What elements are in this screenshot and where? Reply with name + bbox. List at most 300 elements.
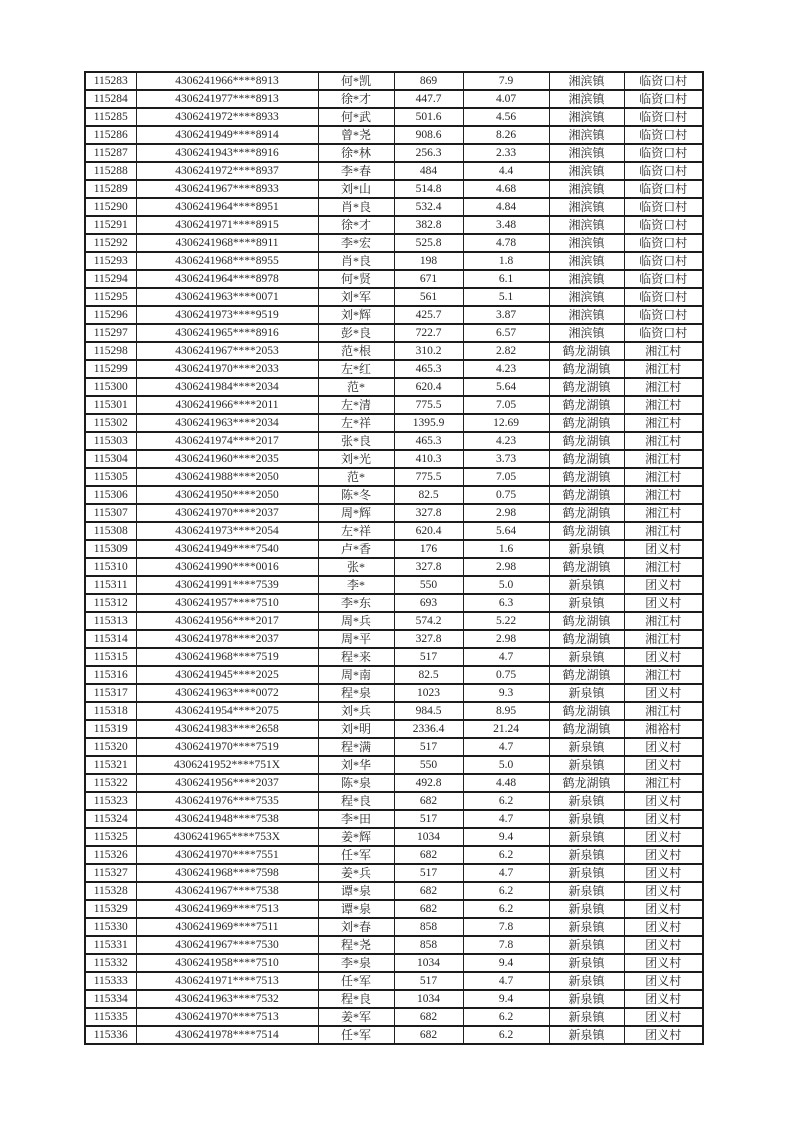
cell-rate: 5.64 — [463, 522, 549, 540]
cell-town: 湘滨镇 — [549, 72, 624, 90]
cell-rate: 6.2 — [463, 846, 549, 864]
cell-village: 团义村 — [624, 972, 703, 990]
cell-village: 团义村 — [624, 810, 703, 828]
cell-serial: 115287 — [85, 144, 136, 162]
cell-village: 湘江村 — [624, 432, 703, 450]
cell-town: 新泉镇 — [549, 846, 624, 864]
cell-rate: 5.0 — [463, 576, 549, 594]
cell-rate: 5.0 — [463, 756, 549, 774]
cell-amount: 176 — [394, 540, 463, 558]
cell-id-number: 4306241970****2037 — [136, 504, 318, 522]
cell-serial: 115318 — [85, 702, 136, 720]
table-row — [85, 558, 703, 576]
cell-id-number: 4306241949****7540 — [136, 540, 318, 558]
cell-village: 临资口村 — [624, 126, 703, 144]
cell-name: 刘*明 — [318, 720, 394, 738]
cell-town: 湘滨镇 — [549, 108, 624, 126]
cell-serial: 115322 — [85, 774, 136, 792]
cell-amount: 550 — [394, 756, 463, 774]
cell-amount: 1034 — [394, 828, 463, 846]
cell-id-number: 4306241950****2050 — [136, 486, 318, 504]
cell-village: 临资口村 — [624, 144, 703, 162]
cell-rate: 0.75 — [463, 486, 549, 504]
cell-name: 任*军 — [318, 972, 394, 990]
cell-amount: 682 — [394, 792, 463, 810]
table-row — [85, 306, 703, 324]
table-row — [85, 918, 703, 936]
cell-amount: 82.5 — [394, 486, 463, 504]
cell-id-number: 4306241969****7513 — [136, 900, 318, 918]
cell-name: 刘*春 — [318, 918, 394, 936]
cell-name: 周*南 — [318, 666, 394, 684]
cell-name: 姜*辉 — [318, 828, 394, 846]
cell-village: 临资口村 — [624, 90, 703, 108]
table-row — [85, 612, 703, 630]
cell-serial: 115296 — [85, 306, 136, 324]
cell-name: 张* — [318, 558, 394, 576]
cell-id-number: 4306241972****8937 — [136, 162, 318, 180]
cell-name: 周*平 — [318, 630, 394, 648]
cell-id-number: 4306241973****9519 — [136, 306, 318, 324]
cell-village: 团义村 — [624, 846, 703, 864]
cell-id-number: 4306241957****7510 — [136, 594, 318, 612]
cell-amount: 532.4 — [394, 198, 463, 216]
cell-id-number: 4306241984****2034 — [136, 378, 318, 396]
cell-town: 鹤龙湖镇 — [549, 396, 624, 414]
cell-name: 程*泉 — [318, 684, 394, 702]
cell-village: 团义村 — [624, 936, 703, 954]
cell-name: 任*军 — [318, 846, 394, 864]
table-row — [85, 846, 703, 864]
cell-serial: 115317 — [85, 684, 136, 702]
cell-name: 范*根 — [318, 342, 394, 360]
table-row — [85, 738, 703, 756]
cell-town: 湘滨镇 — [549, 234, 624, 252]
cell-village: 团义村 — [624, 882, 703, 900]
cell-town: 新泉镇 — [549, 738, 624, 756]
table-row — [85, 90, 703, 108]
cell-rate: 4.7 — [463, 864, 549, 882]
cell-village: 临资口村 — [624, 180, 703, 198]
cell-serial: 115327 — [85, 864, 136, 882]
cell-village: 团义村 — [624, 918, 703, 936]
cell-town: 湘滨镇 — [549, 288, 624, 306]
cell-town: 鹤龙湖镇 — [549, 342, 624, 360]
cell-id-number: 4306241983****2658 — [136, 720, 318, 738]
table-row — [85, 126, 703, 144]
cell-village: 团义村 — [624, 576, 703, 594]
cell-id-number: 4306241976****7535 — [136, 792, 318, 810]
cell-id-number: 4306241978****7514 — [136, 1026, 318, 1044]
cell-rate: 0.75 — [463, 666, 549, 684]
cell-rate: 9.4 — [463, 990, 549, 1008]
cell-serial: 115307 — [85, 504, 136, 522]
cell-serial: 115324 — [85, 810, 136, 828]
cell-rate: 6.2 — [463, 1026, 549, 1044]
cell-amount: 775.5 — [394, 396, 463, 414]
cell-id-number: 4306241967****7538 — [136, 882, 318, 900]
cell-serial: 115330 — [85, 918, 136, 936]
cell-village: 湘江村 — [624, 774, 703, 792]
table-row — [85, 72, 703, 90]
cell-id-number: 4306241978****2037 — [136, 630, 318, 648]
cell-amount: 1034 — [394, 954, 463, 972]
cell-serial: 115302 — [85, 414, 136, 432]
cell-rate: 3.73 — [463, 450, 549, 468]
cell-serial: 115323 — [85, 792, 136, 810]
cell-village: 团义村 — [624, 954, 703, 972]
cell-amount: 869 — [394, 72, 463, 90]
cell-id-number: 4306241966****2011 — [136, 396, 318, 414]
cell-village: 临资口村 — [624, 306, 703, 324]
cell-id-number: 4306241968****8911 — [136, 234, 318, 252]
cell-serial: 115303 — [85, 432, 136, 450]
cell-rate: 5.64 — [463, 378, 549, 396]
cell-name: 左*祥 — [318, 414, 394, 432]
cell-serial: 115316 — [85, 666, 136, 684]
cell-rate: 6.2 — [463, 882, 549, 900]
cell-name: 刘*山 — [318, 180, 394, 198]
cell-amount: 908.6 — [394, 126, 463, 144]
table-row — [85, 360, 703, 378]
cell-serial: 115298 — [85, 342, 136, 360]
cell-id-number: 4306241948****7538 — [136, 810, 318, 828]
cell-name: 范* — [318, 378, 394, 396]
cell-town: 鹤龙湖镇 — [549, 774, 624, 792]
cell-id-number: 4306241954****2075 — [136, 702, 318, 720]
cell-rate: 6.3 — [463, 594, 549, 612]
cell-name: 程*尧 — [318, 936, 394, 954]
table-row — [85, 990, 703, 1008]
cell-village: 团义村 — [624, 540, 703, 558]
cell-amount: 447.7 — [394, 90, 463, 108]
cell-village: 临资口村 — [624, 162, 703, 180]
cell-town: 新泉镇 — [549, 900, 624, 918]
cell-town: 湘滨镇 — [549, 216, 624, 234]
cell-amount: 682 — [394, 900, 463, 918]
cell-village: 临资口村 — [624, 270, 703, 288]
cell-name: 徐*才 — [318, 216, 394, 234]
cell-amount: 682 — [394, 846, 463, 864]
table-row — [85, 774, 703, 792]
cell-rate: 3.87 — [463, 306, 549, 324]
cell-id-number: 4306241974****2017 — [136, 432, 318, 450]
cell-name: 周*兵 — [318, 612, 394, 630]
cell-town: 鹤龙湖镇 — [549, 504, 624, 522]
cell-id-number: 4306241970****7513 — [136, 1008, 318, 1026]
cell-amount: 425.7 — [394, 306, 463, 324]
cell-serial: 115285 — [85, 108, 136, 126]
cell-town: 新泉镇 — [549, 684, 624, 702]
cell-name: 左*清 — [318, 396, 394, 414]
cell-amount: 517 — [394, 738, 463, 756]
cell-name: 刘*辉 — [318, 306, 394, 324]
cell-name: 何*凯 — [318, 72, 394, 90]
table-row — [85, 594, 703, 612]
cell-town: 鹤龙湖镇 — [549, 522, 624, 540]
cell-amount: 382.8 — [394, 216, 463, 234]
cell-rate: 7.8 — [463, 936, 549, 954]
cell-town: 新泉镇 — [549, 576, 624, 594]
table-row — [85, 288, 703, 306]
table-row — [85, 1008, 703, 1026]
records-table — [84, 71, 704, 1045]
cell-name: 陈*冬 — [318, 486, 394, 504]
cell-village: 团义村 — [624, 792, 703, 810]
cell-id-number: 4306241971****8915 — [136, 216, 318, 234]
cell-rate: 3.48 — [463, 216, 549, 234]
cell-name: 程*良 — [318, 792, 394, 810]
cell-id-number: 4306241969****7511 — [136, 918, 318, 936]
cell-rate: 9.3 — [463, 684, 549, 702]
cell-name: 刘*军 — [318, 288, 394, 306]
cell-serial: 115283 — [85, 72, 136, 90]
cell-serial: 115326 — [85, 846, 136, 864]
cell-town: 湘滨镇 — [549, 198, 624, 216]
cell-serial: 115332 — [85, 954, 136, 972]
cell-amount: 484 — [394, 162, 463, 180]
cell-amount: 682 — [394, 882, 463, 900]
table-row — [85, 900, 703, 918]
cell-name: 周*辉 — [318, 504, 394, 522]
cell-village: 团义村 — [624, 900, 703, 918]
cell-town: 鹤龙湖镇 — [549, 360, 624, 378]
cell-town: 鹤龙湖镇 — [549, 558, 624, 576]
records-table-body — [85, 72, 703, 1044]
cell-serial: 115313 — [85, 612, 136, 630]
table-row — [85, 432, 703, 450]
cell-village: 临资口村 — [624, 108, 703, 126]
cell-town: 湘滨镇 — [549, 306, 624, 324]
cell-amount: 256.3 — [394, 144, 463, 162]
cell-rate: 5.1 — [463, 288, 549, 306]
cell-serial: 115292 — [85, 234, 136, 252]
cell-name: 徐*才 — [318, 90, 394, 108]
cell-rate: 9.4 — [463, 954, 549, 972]
cell-village: 临资口村 — [624, 324, 703, 342]
cell-name: 姜*军 — [318, 1008, 394, 1026]
cell-village: 团义村 — [624, 594, 703, 612]
cell-village: 湘江村 — [624, 414, 703, 432]
cell-amount: 501.6 — [394, 108, 463, 126]
table-row — [85, 414, 703, 432]
cell-village: 湘江村 — [624, 558, 703, 576]
table-row — [85, 252, 703, 270]
cell-name: 左*祥 — [318, 522, 394, 540]
cell-amount: 984.5 — [394, 702, 463, 720]
cell-rate: 2.98 — [463, 630, 549, 648]
cell-name: 李*田 — [318, 810, 394, 828]
cell-rate: 4.78 — [463, 234, 549, 252]
cell-amount: 514.8 — [394, 180, 463, 198]
cell-serial: 115329 — [85, 900, 136, 918]
cell-rate: 4.7 — [463, 810, 549, 828]
cell-rate: 6.1 — [463, 270, 549, 288]
cell-name: 李*东 — [318, 594, 394, 612]
cell-amount: 517 — [394, 864, 463, 882]
cell-town: 鹤龙湖镇 — [549, 702, 624, 720]
cell-name: 左*红 — [318, 360, 394, 378]
cell-town: 新泉镇 — [549, 972, 624, 990]
cell-village: 团义村 — [624, 738, 703, 756]
cell-village: 团义村 — [624, 756, 703, 774]
cell-rate: 1.8 — [463, 252, 549, 270]
cell-id-number: 4306241968****7598 — [136, 864, 318, 882]
table-row — [85, 486, 703, 504]
cell-rate: 4.23 — [463, 360, 549, 378]
table-row — [85, 756, 703, 774]
cell-name: 谭*泉 — [318, 900, 394, 918]
cell-town: 新泉镇 — [549, 756, 624, 774]
cell-town: 新泉镇 — [549, 954, 624, 972]
cell-town: 湘滨镇 — [549, 270, 624, 288]
table-row — [85, 1026, 703, 1044]
cell-serial: 115291 — [85, 216, 136, 234]
cell-village: 团义村 — [624, 828, 703, 846]
cell-rate: 2.98 — [463, 558, 549, 576]
table-row — [85, 684, 703, 702]
cell-name: 谭*泉 — [318, 882, 394, 900]
cell-id-number: 4306241958****7510 — [136, 954, 318, 972]
cell-serial: 115321 — [85, 756, 136, 774]
cell-id-number: 4306241963****2034 — [136, 414, 318, 432]
cell-id-number: 4306241956****2017 — [136, 612, 318, 630]
cell-amount: 722.7 — [394, 324, 463, 342]
cell-rate: 7.05 — [463, 468, 549, 486]
cell-amount: 327.8 — [394, 558, 463, 576]
cell-town: 湘滨镇 — [549, 90, 624, 108]
cell-amount: 2336.4 — [394, 720, 463, 738]
cell-town: 新泉镇 — [549, 540, 624, 558]
cell-amount: 327.8 — [394, 630, 463, 648]
cell-village: 湘江村 — [624, 342, 703, 360]
cell-town: 新泉镇 — [549, 810, 624, 828]
cell-serial: 115335 — [85, 1008, 136, 1026]
cell-id-number: 4306241965****8916 — [136, 324, 318, 342]
cell-name: 刘*华 — [318, 756, 394, 774]
cell-village: 临资口村 — [624, 198, 703, 216]
cell-id-number: 4306241963****0072 — [136, 684, 318, 702]
cell-rate: 4.7 — [463, 738, 549, 756]
cell-village: 湘江村 — [624, 630, 703, 648]
table-row — [85, 378, 703, 396]
cell-town: 鹤龙湖镇 — [549, 612, 624, 630]
cell-village: 临资口村 — [624, 252, 703, 270]
cell-serial: 115331 — [85, 936, 136, 954]
cell-village: 湘江村 — [624, 486, 703, 504]
cell-amount: 492.8 — [394, 774, 463, 792]
cell-town: 湘滨镇 — [549, 162, 624, 180]
table-row — [85, 882, 703, 900]
cell-serial: 115284 — [85, 90, 136, 108]
table-row — [85, 162, 703, 180]
table-row — [85, 522, 703, 540]
cell-id-number: 4306241967****7530 — [136, 936, 318, 954]
cell-serial: 115320 — [85, 738, 136, 756]
cell-serial: 115290 — [85, 198, 136, 216]
table-row — [85, 450, 703, 468]
cell-serial: 115308 — [85, 522, 136, 540]
cell-id-number: 4306241945****2025 — [136, 666, 318, 684]
cell-name: 张*良 — [318, 432, 394, 450]
cell-serial: 115309 — [85, 540, 136, 558]
cell-name: 肖*良 — [318, 252, 394, 270]
cell-rate: 4.68 — [463, 180, 549, 198]
table-row — [85, 828, 703, 846]
cell-serial: 115286 — [85, 126, 136, 144]
cell-name: 任*军 — [318, 1026, 394, 1044]
cell-rate: 12.69 — [463, 414, 549, 432]
cell-village: 临资口村 — [624, 216, 703, 234]
cell-town: 新泉镇 — [549, 936, 624, 954]
cell-rate: 2.33 — [463, 144, 549, 162]
cell-amount: 517 — [394, 648, 463, 666]
cell-serial: 115293 — [85, 252, 136, 270]
cell-name: 刘*光 — [318, 450, 394, 468]
table-row — [85, 954, 703, 972]
table-row — [85, 324, 703, 342]
cell-town: 鹤龙湖镇 — [549, 486, 624, 504]
cell-rate: 6.2 — [463, 792, 549, 810]
cell-name: 姜*兵 — [318, 864, 394, 882]
cell-rate: 4.7 — [463, 972, 549, 990]
cell-amount: 517 — [394, 810, 463, 828]
cell-name: 李* — [318, 576, 394, 594]
cell-amount: 620.4 — [394, 378, 463, 396]
cell-rate: 4.23 — [463, 432, 549, 450]
cell-village: 团义村 — [624, 648, 703, 666]
cell-village: 团义村 — [624, 684, 703, 702]
table-row — [85, 540, 703, 558]
table-row — [85, 468, 703, 486]
cell-id-number: 4306241960****2035 — [136, 450, 318, 468]
cell-serial: 115315 — [85, 648, 136, 666]
cell-rate: 2.98 — [463, 504, 549, 522]
cell-serial: 115299 — [85, 360, 136, 378]
cell-rate: 5.22 — [463, 612, 549, 630]
cell-town: 鹤龙湖镇 — [549, 666, 624, 684]
cell-town: 新泉镇 — [549, 1008, 624, 1026]
cell-serial: 115333 — [85, 972, 136, 990]
cell-name: 何*贤 — [318, 270, 394, 288]
cell-town: 新泉镇 — [549, 792, 624, 810]
cell-id-number: 4306241952****751X — [136, 756, 318, 774]
cell-amount: 671 — [394, 270, 463, 288]
cell-town: 湘滨镇 — [549, 144, 624, 162]
cell-amount: 693 — [394, 594, 463, 612]
table-row — [85, 576, 703, 594]
cell-town: 新泉镇 — [549, 882, 624, 900]
cell-id-number: 4306241967****2053 — [136, 342, 318, 360]
cell-serial: 115300 — [85, 378, 136, 396]
cell-village: 湘江村 — [624, 468, 703, 486]
cell-id-number: 4306241956****2037 — [136, 774, 318, 792]
cell-town: 新泉镇 — [549, 1026, 624, 1044]
cell-town: 湘滨镇 — [549, 180, 624, 198]
cell-amount: 410.3 — [394, 450, 463, 468]
cell-town: 鹤龙湖镇 — [549, 378, 624, 396]
cell-rate: 8.95 — [463, 702, 549, 720]
cell-id-number: 4306241988****2050 — [136, 468, 318, 486]
cell-rate: 4.7 — [463, 648, 549, 666]
cell-rate: 9.4 — [463, 828, 549, 846]
cell-name: 刘*兵 — [318, 702, 394, 720]
table-row — [85, 144, 703, 162]
cell-village: 湘江村 — [624, 450, 703, 468]
cell-serial: 115305 — [85, 468, 136, 486]
cell-amount: 465.3 — [394, 360, 463, 378]
cell-rate: 4.4 — [463, 162, 549, 180]
